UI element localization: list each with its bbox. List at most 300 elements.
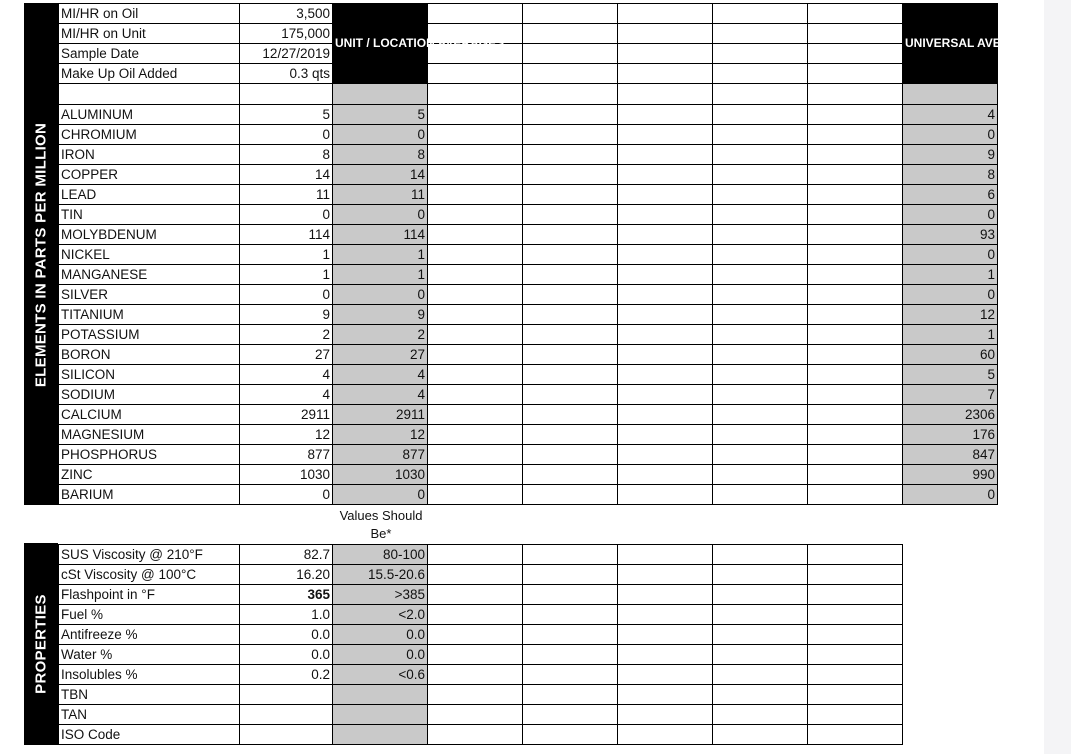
empty-cell — [618, 725, 713, 745]
empty-cell — [428, 665, 523, 685]
element-unit-average: 1 — [333, 265, 428, 285]
property-row — [59, 685, 903, 705]
element-universal-average: 7 — [903, 385, 998, 405]
empty-cell — [428, 125, 523, 145]
info-table — [58, 3, 1044, 105]
empty-cell — [428, 485, 523, 505]
info-row — [59, 64, 998, 84]
empty-cell — [808, 185, 903, 205]
empty-cell — [618, 125, 713, 145]
element-row — [59, 285, 998, 305]
element-universal-average: 60 — [903, 345, 998, 365]
empty-cell — [523, 44, 618, 64]
element-row — [59, 125, 998, 145]
element-value: 8 — [240, 145, 333, 165]
empty-cell — [808, 585, 903, 605]
element-row — [59, 165, 998, 185]
element-value: 1030 — [240, 465, 333, 485]
property-name: Water % — [59, 645, 240, 665]
empty-cell — [808, 565, 903, 585]
empty-cell — [713, 485, 808, 505]
empty-cell — [428, 405, 523, 425]
empty-cell — [618, 425, 713, 445]
empty-cell — [618, 445, 713, 465]
empty-cell — [713, 385, 808, 405]
info-row — [59, 44, 998, 64]
empty-cell — [618, 24, 713, 44]
element-unit-average: 14 — [333, 165, 428, 185]
empty-cell — [428, 645, 523, 665]
empty-cell — [618, 285, 713, 305]
element-unit-average: 8 — [333, 145, 428, 165]
empty-cell — [808, 605, 903, 625]
empty-cell — [713, 585, 808, 605]
empty-cell — [713, 725, 808, 745]
element-row — [59, 385, 998, 405]
empty-cell — [618, 705, 713, 725]
empty-cell — [618, 325, 713, 345]
empty-cell — [523, 485, 618, 505]
info-row — [59, 24, 998, 44]
empty-cell — [523, 425, 618, 445]
empty-cell — [523, 165, 618, 185]
empty-cell — [713, 64, 808, 84]
empty-cell — [428, 84, 523, 105]
empty-cell — [618, 365, 713, 385]
element-unit-average: 11 — [333, 185, 428, 205]
empty-cell — [428, 585, 523, 605]
property-row — [59, 665, 903, 685]
element-name: TIN — [59, 205, 240, 225]
element-unit-average: 0 — [333, 205, 428, 225]
property-should-be: >385 — [333, 585, 428, 605]
empty-cell — [618, 485, 713, 505]
element-value: 4 — [240, 385, 333, 405]
element-value: 877 — [240, 445, 333, 465]
element-universal-average: 6 — [903, 185, 998, 205]
empty-cell — [618, 225, 713, 245]
empty-cell — [808, 84, 903, 105]
empty-cell — [523, 685, 618, 705]
element-unit-average: 1 — [333, 245, 428, 265]
empty-cell — [713, 545, 808, 565]
empty-cell — [523, 345, 618, 365]
empty-cell — [618, 84, 713, 105]
property-should-be — [333, 705, 428, 725]
empty-cell — [618, 165, 713, 185]
empty-cell — [808, 245, 903, 265]
empty-cell — [59, 84, 240, 105]
empty-cell — [618, 665, 713, 685]
info-row — [59, 4, 998, 24]
info-value: 175,000 — [240, 24, 333, 44]
element-value: 14 — [240, 165, 333, 185]
info-value: 0.3 qts — [240, 64, 333, 84]
empty-cell — [713, 465, 808, 485]
element-value: 0 — [240, 125, 333, 145]
element-unit-average: 4 — [333, 385, 428, 405]
element-unit-average: 12 — [333, 425, 428, 445]
element-row — [59, 445, 998, 465]
empty-cell — [903, 84, 998, 105]
property-name: TBN — [59, 685, 240, 705]
empty-cell — [808, 145, 903, 165]
empty-cell — [713, 625, 808, 645]
empty-cell — [808, 365, 903, 385]
empty-cell — [618, 625, 713, 645]
element-row — [59, 485, 998, 505]
empty-cell — [808, 225, 903, 245]
empty-cell — [618, 44, 713, 64]
empty-cell — [428, 325, 523, 345]
empty-cell — [808, 125, 903, 145]
empty-cell — [523, 405, 618, 425]
empty-cell — [523, 125, 618, 145]
empty-cell — [618, 585, 713, 605]
element-name: MAGNESIUM — [59, 425, 240, 445]
element-row — [59, 365, 998, 385]
element-universal-average: 5 — [903, 365, 998, 385]
element-value: 11 — [240, 185, 333, 205]
empty-cell — [808, 545, 903, 565]
empty-cell — [713, 185, 808, 205]
empty-cell — [808, 625, 903, 645]
empty-cell — [618, 265, 713, 285]
element-universal-average: 8 — [903, 165, 998, 185]
empty-cell — [618, 645, 713, 665]
empty-cell — [523, 225, 618, 245]
empty-cell — [523, 185, 618, 205]
element-unit-average: 4 — [333, 365, 428, 385]
element-unit-average: 2 — [333, 325, 428, 345]
empty-cell — [713, 705, 808, 725]
empty-cell — [713, 4, 808, 24]
element-unit-average: 0 — [333, 285, 428, 305]
empty-cell — [523, 565, 618, 585]
element-universal-average: 176 — [903, 425, 998, 445]
empty-cell — [808, 165, 903, 185]
empty-cell — [808, 465, 903, 485]
empty-cell — [240, 84, 333, 105]
property-row — [59, 545, 903, 565]
empty-cell — [523, 625, 618, 645]
empty-cell — [428, 465, 523, 485]
unit-location-averages-header: UNIT / LOCATION AVERAGES — [333, 4, 428, 84]
element-row — [59, 185, 998, 205]
empty-cell — [713, 425, 808, 445]
empty-cell — [713, 605, 808, 625]
element-value: 27 — [240, 345, 333, 365]
element-unit-average: 9 — [333, 305, 428, 325]
element-name: CHROMIUM — [59, 125, 240, 145]
empty-cell — [618, 545, 713, 565]
empty-cell — [523, 725, 618, 745]
empty-cell — [428, 185, 523, 205]
empty-cell — [523, 305, 618, 325]
empty-cell — [808, 405, 903, 425]
empty-cell — [523, 545, 618, 565]
element-unit-average: 877 — [333, 445, 428, 465]
element-value: 1 — [240, 265, 333, 285]
element-name: PHOSPHORUS — [59, 445, 240, 465]
element-row — [59, 425, 998, 445]
empty-cell — [618, 185, 713, 205]
property-value — [240, 685, 333, 705]
element-name: LEAD — [59, 185, 240, 205]
element-name: POTASSIUM — [59, 325, 240, 345]
element-value: 9 — [240, 305, 333, 325]
empty-cell — [713, 125, 808, 145]
empty-cell — [618, 105, 713, 125]
empty-cell — [428, 165, 523, 185]
property-value: 0.2 — [240, 665, 333, 685]
empty-cell — [428, 365, 523, 385]
empty-cell — [713, 345, 808, 365]
empty-cell — [428, 4, 523, 24]
element-name: BARIUM — [59, 485, 240, 505]
info-label: MI/HR on Unit — [59, 24, 240, 44]
empty-cell — [713, 24, 808, 44]
empty-cell — [618, 405, 713, 425]
spacer-row — [59, 84, 998, 105]
property-value: 1.0 — [240, 605, 333, 625]
empty-cell — [713, 645, 808, 665]
empty-cell — [808, 705, 903, 725]
property-value: 16.20 — [240, 565, 333, 585]
info-label: Sample Date — [59, 44, 240, 64]
empty-cell — [808, 385, 903, 405]
element-row — [59, 145, 998, 165]
empty-cell — [808, 325, 903, 345]
element-name: CALCIUM — [59, 405, 240, 425]
element-name: ALUMINUM — [59, 105, 240, 125]
info-label: Make Up Oil Added — [59, 64, 240, 84]
element-row — [59, 325, 998, 345]
empty-cell — [618, 685, 713, 705]
element-universal-average: 990 — [903, 465, 998, 485]
property-name: Antifreeze % — [59, 625, 240, 645]
empty-cell — [713, 305, 808, 325]
element-name: MANGANESE — [59, 265, 240, 285]
empty-cell — [523, 64, 618, 84]
element-row — [59, 265, 998, 285]
empty-cell — [618, 345, 713, 365]
property-value: 82.7 — [240, 545, 333, 565]
empty-cell — [428, 725, 523, 745]
empty-cell — [333, 84, 428, 105]
empty-cell — [618, 385, 713, 405]
properties-side-label: PROPERTIES — [32, 594, 50, 694]
element-name: ZINC — [59, 465, 240, 485]
property-row — [59, 705, 903, 725]
element-universal-average: 1 — [903, 265, 998, 285]
empty-cell — [523, 105, 618, 125]
element-row — [59, 345, 998, 365]
property-row — [59, 725, 903, 745]
empty-cell — [618, 245, 713, 265]
empty-cell — [618, 145, 713, 165]
empty-cell — [523, 385, 618, 405]
property-name: Fuel % — [59, 605, 240, 625]
element-unit-average: 114 — [333, 225, 428, 245]
property-name: ISO Code — [59, 725, 240, 745]
element-row — [59, 465, 998, 485]
empty-cell — [428, 305, 523, 325]
property-name: SUS Viscosity @ 210°F — [59, 545, 240, 565]
empty-cell — [428, 385, 523, 405]
empty-cell — [523, 445, 618, 465]
element-name: BORON — [59, 345, 240, 365]
property-should-be: 80-100 — [333, 545, 428, 565]
empty-cell — [523, 4, 618, 24]
values-should-be-note: Values Should Be* — [339, 508, 423, 541]
empty-cell — [713, 105, 808, 125]
element-unit-average: 0 — [333, 485, 428, 505]
element-value: 0 — [240, 285, 333, 305]
element-universal-average: 0 — [903, 485, 998, 505]
element-row — [59, 105, 998, 125]
element-universal-average: 0 — [903, 285, 998, 305]
property-row — [59, 565, 903, 585]
empty-cell — [713, 665, 808, 685]
element-row — [59, 305, 998, 325]
empty-cell — [428, 225, 523, 245]
empty-cell — [523, 665, 618, 685]
elements-side-label: ELEMENTS IN PARTS PER MILLION — [32, 122, 50, 388]
empty-cell — [808, 105, 903, 125]
element-value: 2911 — [240, 405, 333, 425]
empty-cell — [618, 465, 713, 485]
empty-cell — [428, 105, 523, 125]
empty-cell — [618, 64, 713, 84]
empty-cell — [808, 4, 903, 24]
empty-cell — [428, 425, 523, 445]
empty-cell — [523, 205, 618, 225]
info-value: 12/27/2019 — [240, 44, 333, 64]
empty-cell — [713, 245, 808, 265]
empty-cell — [808, 485, 903, 505]
element-universal-average: 9 — [903, 145, 998, 165]
element-unit-average: 1030 — [333, 465, 428, 485]
empty-cell — [713, 365, 808, 385]
element-universal-average: 4 — [903, 105, 998, 125]
element-universal-average: 2306 — [903, 405, 998, 425]
empty-cell — [808, 44, 903, 64]
element-row — [59, 245, 998, 265]
empty-cell — [428, 545, 523, 565]
empty-cell — [523, 265, 618, 285]
property-name: TAN — [59, 705, 240, 725]
element-universal-average: 847 — [903, 445, 998, 465]
property-value: 365 — [240, 585, 333, 605]
empty-cell — [428, 205, 523, 225]
empty-cell — [523, 705, 618, 725]
property-value — [240, 725, 333, 745]
empty-cell — [808, 305, 903, 325]
element-value: 5 — [240, 105, 333, 125]
property-value: 0.0 — [240, 625, 333, 645]
element-row — [59, 405, 998, 425]
empty-cell — [713, 265, 808, 285]
element-unit-average: 0 — [333, 125, 428, 145]
property-should-be — [333, 725, 428, 745]
empty-cell — [523, 325, 618, 345]
empty-cell — [808, 24, 903, 44]
empty-cell — [713, 685, 808, 705]
empty-cell — [713, 445, 808, 465]
info-value: 3,500 — [240, 4, 333, 24]
empty-cell — [428, 605, 523, 625]
element-name: MOLYBDENUM — [59, 225, 240, 245]
empty-cell — [523, 465, 618, 485]
element-name: COPPER — [59, 165, 240, 185]
empty-cell — [618, 565, 713, 585]
empty-cell — [713, 205, 808, 225]
empty-cell — [428, 145, 523, 165]
element-name: SODIUM — [59, 385, 240, 405]
empty-cell — [808, 265, 903, 285]
empty-cell — [618, 305, 713, 325]
property-value — [240, 705, 333, 725]
empty-cell — [713, 145, 808, 165]
element-name: NICKEL — [59, 245, 240, 265]
element-value: 1 — [240, 245, 333, 265]
empty-cell — [713, 44, 808, 64]
element-value: 0 — [240, 205, 333, 225]
empty-cell — [428, 265, 523, 285]
empty-cell — [618, 605, 713, 625]
property-row — [59, 585, 903, 605]
element-universal-average: 1 — [903, 325, 998, 345]
empty-cell — [428, 64, 523, 84]
element-unit-average: 5 — [333, 105, 428, 125]
empty-cell — [523, 605, 618, 625]
elements-table — [58, 104, 998, 505]
empty-cell — [523, 145, 618, 165]
property-should-be: 0.0 — [333, 645, 428, 665]
empty-cell — [808, 665, 903, 685]
property-row — [59, 625, 903, 645]
element-name: TITANIUM — [59, 305, 240, 325]
empty-cell — [808, 645, 903, 665]
element-name: SILVER — [59, 285, 240, 305]
empty-cell — [808, 285, 903, 305]
empty-cell — [428, 345, 523, 365]
element-universal-average: 12 — [903, 305, 998, 325]
empty-cell — [523, 585, 618, 605]
element-name: IRON — [59, 145, 240, 165]
empty-cell — [808, 205, 903, 225]
empty-cell — [618, 205, 713, 225]
empty-cell — [523, 365, 618, 385]
empty-cell — [428, 245, 523, 265]
element-value: 4 — [240, 365, 333, 385]
element-row — [59, 225, 998, 245]
empty-cell — [523, 24, 618, 44]
property-row — [59, 605, 903, 625]
empty-cell — [428, 445, 523, 465]
empty-cell — [808, 685, 903, 705]
empty-cell — [713, 285, 808, 305]
property-should-be: 15.5-20.6 — [333, 565, 428, 585]
element-universal-average: 93 — [903, 225, 998, 245]
empty-cell — [523, 84, 618, 105]
element-value: 0 — [240, 485, 333, 505]
element-value: 12 — [240, 425, 333, 445]
element-universal-average: 0 — [903, 205, 998, 225]
empty-cell — [523, 645, 618, 665]
empty-cell — [428, 685, 523, 705]
